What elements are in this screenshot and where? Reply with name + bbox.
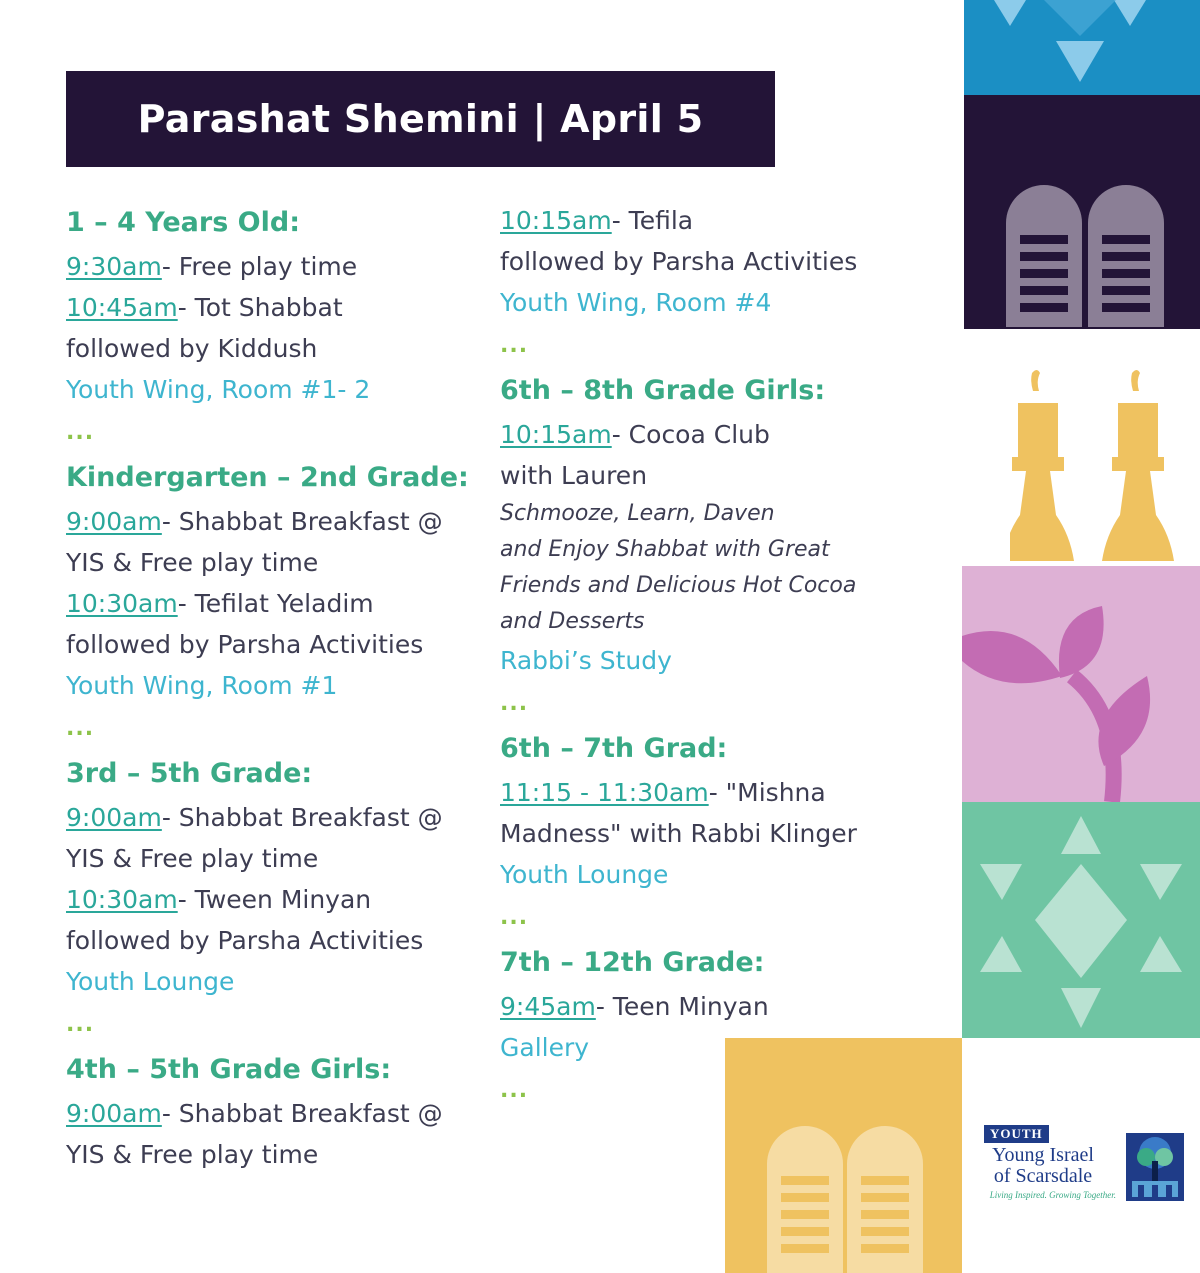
activity-text: - Shabbat Breakfast @ xyxy=(161,803,443,832)
group-title: Kindergarten – 2nd Grade: xyxy=(66,462,469,493)
group-title: 7th – 12th Grade: xyxy=(500,947,765,978)
logo-name-line1: Young Israel xyxy=(992,1144,1094,1166)
activity-continuation: with Lauren xyxy=(500,461,648,490)
logo-name xyxy=(978,1145,1108,1187)
logo-badge: YOUTH xyxy=(984,1125,1049,1143)
candlesticks-icon xyxy=(1010,365,1190,565)
separator-dots: ... xyxy=(66,420,95,445)
time-link[interactable]: 10:15am xyxy=(500,206,612,235)
description-line: and Desserts xyxy=(500,609,645,634)
separator-dots: ... xyxy=(66,716,95,741)
separator-dots: ... xyxy=(500,905,529,930)
time-link[interactable]: 9:30am xyxy=(66,252,162,281)
tablets-icon xyxy=(964,95,1200,329)
star-of-david-icon xyxy=(962,802,1200,1038)
schedule-item xyxy=(66,583,486,624)
separator-dots: ... xyxy=(66,1012,95,1037)
group-title: 3rd – 5th Grade: xyxy=(66,758,313,789)
page-title: Parashat Shemini | April 5 xyxy=(137,97,704,141)
time-link[interactable]: 10:30am xyxy=(66,885,178,914)
time-link[interactable]: 9:45am xyxy=(500,992,596,1021)
time-link[interactable]: 10:45am xyxy=(66,293,178,322)
location-text: Youth Wing, Room #1 xyxy=(66,671,338,700)
logo-tagline: Living Inspired. Growing Together. xyxy=(989,1190,1116,1200)
schedule-item xyxy=(66,879,486,920)
location-text: Gallery xyxy=(500,1033,590,1062)
synagogue-tree-logo-icon xyxy=(1124,1131,1186,1203)
activity-continuation: Madness" with Rabbi Klinger xyxy=(500,819,857,848)
logo-name-line2: of Scarsdale xyxy=(993,1165,1093,1187)
activity-continuation: YIS & Free play time xyxy=(66,548,319,577)
schedule-item xyxy=(66,797,486,838)
location-text: Youth Lounge xyxy=(500,860,669,889)
tablets-icon xyxy=(725,1038,962,1273)
schedule-item xyxy=(500,414,930,455)
activity-text: - Free play time xyxy=(161,252,358,281)
time-link[interactable]: 10:15am xyxy=(500,420,612,449)
group-6th-7th xyxy=(500,726,930,940)
location-text: Youth Wing, Room #1- 2 xyxy=(66,375,371,404)
activity-text: - "Mishna xyxy=(708,778,826,807)
group-title: 1 – 4 Years Old: xyxy=(66,207,300,238)
leaf-branch-icon xyxy=(962,566,1200,802)
location-text: Rabbi’s Study xyxy=(500,646,672,675)
time-link[interactable]: 9:00am xyxy=(66,507,162,536)
time-link[interactable]: 9:00am xyxy=(66,803,162,832)
activity-continuation: followed by Parsha Activities xyxy=(66,926,424,955)
description-line: and Enjoy Shabbat with Great xyxy=(500,537,830,562)
group-title: 6th – 8th Grade Girls: xyxy=(500,375,826,406)
description-line: Friends and Delicious Hot Cocoa xyxy=(500,573,857,598)
activity-text: - Tween Minyan xyxy=(177,885,372,914)
group-6th-8th-girls xyxy=(500,368,930,726)
group-title: 6th – 7th Grad: xyxy=(500,733,728,764)
separator-dots: ... xyxy=(500,333,529,358)
separator-dots: ... xyxy=(500,1078,529,1103)
left-column xyxy=(66,200,486,1175)
time-link[interactable]: 9:00am xyxy=(66,1099,162,1128)
schedule-item xyxy=(66,1093,486,1134)
activity-text: - Tefilat Yeladim xyxy=(177,589,374,618)
activity-text: - Tot Shabbat xyxy=(177,293,343,322)
header-bar xyxy=(66,71,775,167)
organization-logo xyxy=(976,1125,1186,1210)
star-of-david-icon xyxy=(964,0,1200,95)
schedule-item xyxy=(500,200,930,241)
activity-text: - Tefila xyxy=(611,206,694,235)
schedule-item xyxy=(66,287,486,328)
activity-text: - Shabbat Breakfast @ xyxy=(161,1099,443,1128)
group-tefila xyxy=(500,200,930,368)
activity-continuation: followed by Kiddush xyxy=(66,334,318,363)
location-text: Youth Wing, Room #4 xyxy=(500,288,772,317)
time-link[interactable]: 11:15 - 11:30am xyxy=(500,778,709,807)
schedule-item xyxy=(66,501,486,542)
right-column xyxy=(500,200,930,1113)
activity-text: - Teen Minyan xyxy=(595,992,769,1021)
group-4th-5th-girls xyxy=(66,1047,486,1175)
activity-text: - Shabbat Breakfast @ xyxy=(161,507,443,536)
schedule-item xyxy=(500,986,930,1027)
time-link[interactable]: 10:30am xyxy=(66,589,178,618)
activity-continuation: followed by Parsha Activities xyxy=(66,630,424,659)
location-text: Youth Lounge xyxy=(66,967,235,996)
activity-continuation: followed by Parsha Activities xyxy=(500,247,858,276)
description-line: Schmooze, Learn, Daven xyxy=(500,501,775,526)
group-1-4-years xyxy=(66,200,486,455)
activity-text: - Cocoa Club xyxy=(611,420,770,449)
schedule-item xyxy=(66,246,486,287)
activity-continuation: YIS & Free play time xyxy=(66,844,319,873)
schedule-item xyxy=(500,772,930,813)
activity-continuation: YIS & Free play time xyxy=(66,1140,319,1169)
group-title: 4th – 5th Grade Girls: xyxy=(66,1054,392,1085)
separator-dots: ... xyxy=(500,691,529,716)
group-kindergarten-2nd xyxy=(66,455,486,751)
group-3rd-5th xyxy=(66,751,486,1047)
